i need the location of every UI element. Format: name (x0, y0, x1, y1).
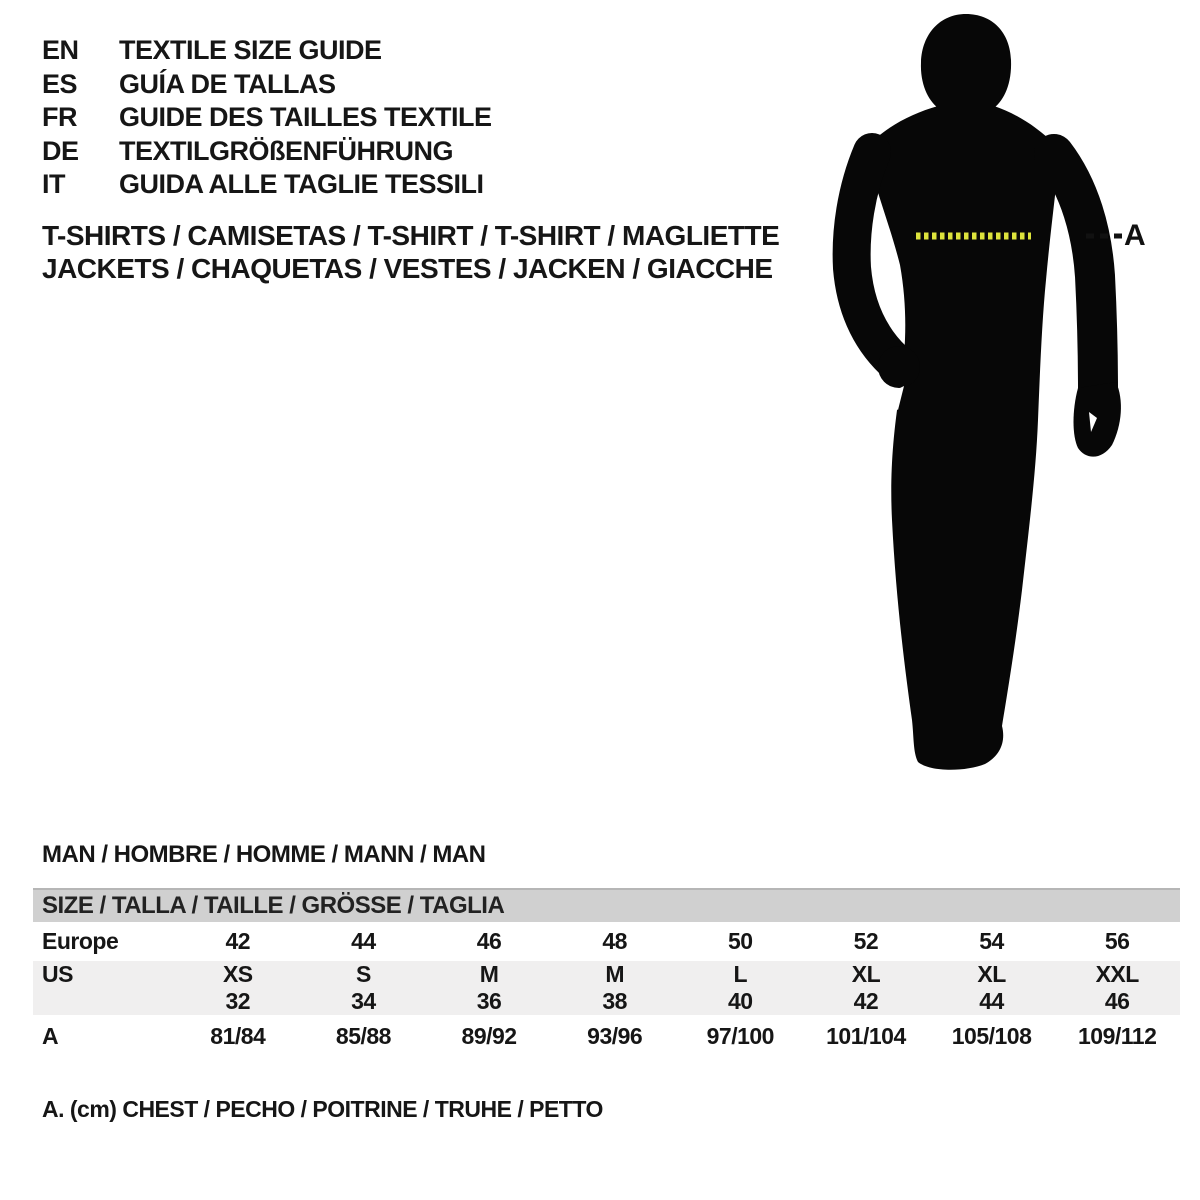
table-cell: XS (222, 961, 253, 987)
table-cell: 46 (476, 928, 502, 954)
silhouette-right-fist (1074, 382, 1121, 457)
table-row-europe (33, 922, 1180, 961)
row-label: Europe (42, 928, 119, 954)
language-title: GUÍA DE TALLAS (119, 68, 336, 99)
silhouette-body (866, 106, 1060, 770)
table-cell: 44 (979, 988, 1004, 1014)
row-label: US (42, 961, 73, 987)
table-cell: XL (977, 961, 1006, 987)
table-cell: 85/88 (335, 1022, 391, 1049)
table-row-chest-a (33, 1015, 1180, 1057)
language-code: IT (42, 169, 65, 200)
category-list (42, 219, 779, 285)
table-cell: 89/92 (461, 1022, 517, 1049)
footnote-chest: A. (cm) CHEST / PECHO / POITRINE / TRUHE / PETTO (42, 1096, 603, 1122)
table-cell: 34 (351, 988, 376, 1014)
table-cell: 38 (602, 988, 627, 1014)
row-label: A (42, 1022, 59, 1049)
table-cell: M (605, 961, 625, 987)
silhouette-left-hand (878, 346, 920, 388)
table-cell: 46 (1104, 988, 1130, 1014)
language-row (42, 168, 492, 202)
table-cell: 42 (853, 988, 879, 1014)
language-title: TEXTILGRÖßENFÜHRUNG (119, 135, 453, 166)
language-title: GUIDA ALLE TAGLIE TESSILI (119, 169, 484, 200)
table-cell: 109/112 (1078, 1022, 1157, 1049)
language-code: EN (42, 35, 79, 66)
man-silhouette (800, 0, 1200, 800)
table-row-us (33, 961, 1180, 988)
section-title-man: MAN / HOMBRE / HOMME / MANN / MAN (42, 841, 486, 868)
table-cell: 93/96 (587, 1022, 643, 1049)
language-code: FR (42, 102, 77, 133)
table-cell: 50 (728, 928, 753, 954)
table-cell: S (356, 961, 371, 987)
table-cell: 105/108 (951, 1022, 1032, 1049)
table-cell: 97/100 (706, 1022, 774, 1049)
table-cell: 101/104 (826, 1022, 906, 1049)
size-table-header: SIZE / TALLA / TAILLE / GRÖSSE / TAGLIA (33, 888, 1180, 922)
language-list (42, 34, 492, 202)
table-cell: XL (851, 961, 881, 987)
table-cell: M (479, 961, 499, 987)
measure-label-a: A (1124, 219, 1146, 252)
silhouette-head (921, 14, 1011, 122)
language-title: GUIDE DES TAILLES TEXTILE (119, 102, 492, 133)
category-line-tshirts: T-SHIRTS / CAMISETAS / T-SHIRT / T-SHIRT / MAGLIETTE (42, 220, 780, 251)
table-cell: 81/84 (210, 1022, 266, 1049)
table-cell: 54 (979, 928, 1004, 954)
table-cell: 48 (602, 928, 627, 954)
language-row (42, 34, 492, 68)
language-row (42, 101, 492, 135)
table-cell: 36 (476, 988, 502, 1014)
silhouette-right-arm (1054, 154, 1098, 390)
language-row (42, 68, 492, 102)
table-cell: 56 (1104, 928, 1130, 954)
size-table (33, 888, 1180, 1057)
table-cell: 52 (853, 928, 879, 954)
table-cell: XXL (1095, 961, 1139, 987)
language-code: DE (42, 135, 79, 166)
table-cell: 44 (351, 928, 376, 954)
table-cell: 40 (728, 988, 753, 1014)
table-cell: 32 (225, 988, 251, 1014)
language-code: ES (42, 68, 78, 99)
category-line-jackets: JACKETS / CHAQUETAS / VESTES / JACKEN / GIACCHE (42, 253, 773, 284)
table-row-numeric (33, 988, 1180, 1015)
table-cell: 42 (225, 928, 251, 954)
table-cell: L (733, 961, 748, 987)
language-row (42, 135, 492, 169)
language-title: TEXTILE SIZE GUIDE (119, 35, 382, 66)
